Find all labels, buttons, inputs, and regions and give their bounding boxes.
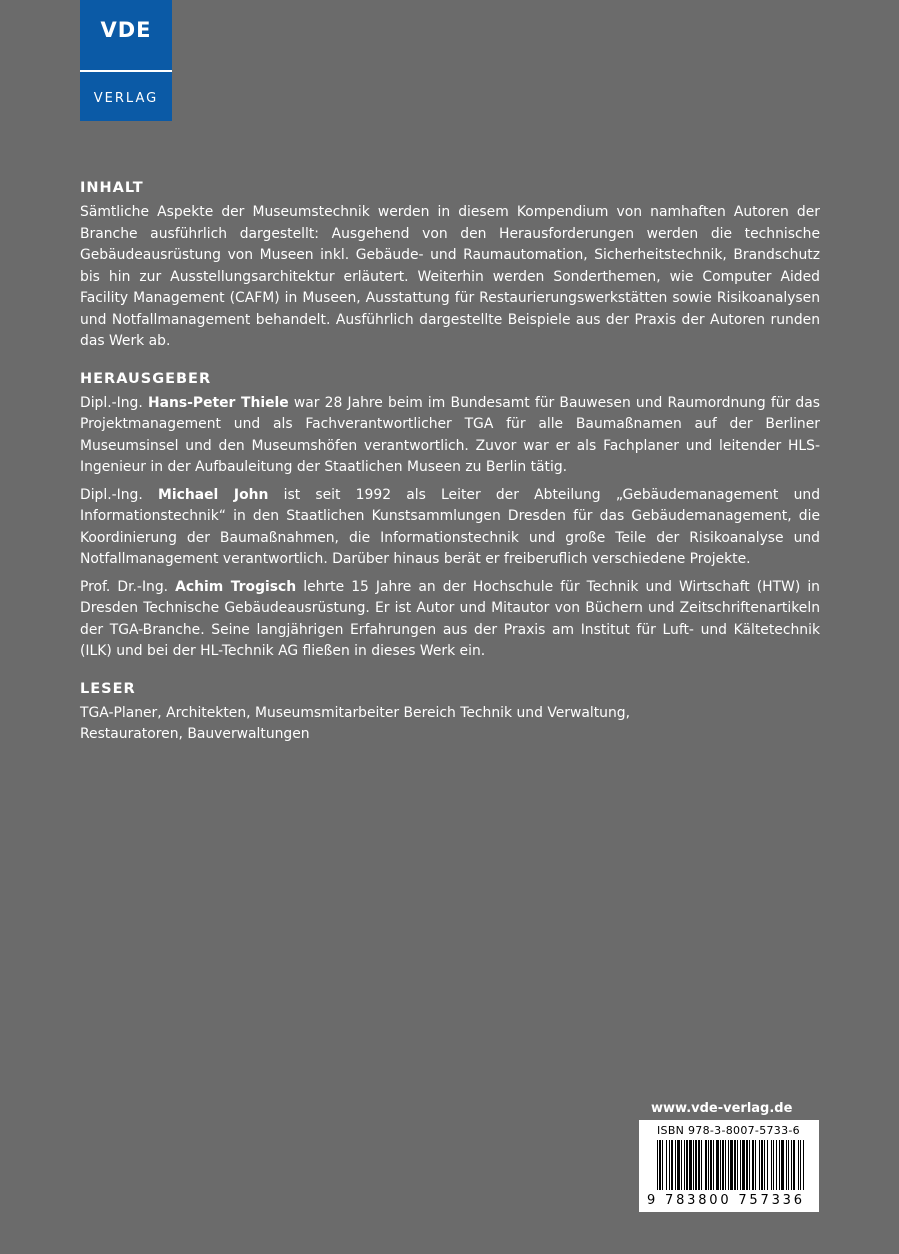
section-herausgeber [80,371,820,663]
barcode-bar [681,1140,682,1190]
barcode-bar [776,1140,777,1190]
editor-name: Michael John [158,486,269,503]
barcode-bar [722,1140,724,1190]
barcode-bar [759,1140,760,1190]
barcode-bar [730,1140,733,1190]
leser-heading: LESER [80,680,136,697]
barcode-bar [746,1140,748,1190]
barcode-bar [675,1140,676,1190]
isbn-number: ISBN 978-3-8007-5733-6 [657,1124,800,1137]
editor-title: Dipl.-Ing. [80,394,143,411]
editor-name: Hans-Peter Thiele [147,394,289,411]
editor-bio-text: war 28 Jahre beim im Bundesamt für Bauwesen und Raumordnung für das Projektmanagement und als Fachverantwortlicher TGA für alle Baumaßnamen auf der Berliner Museumsinsel und den Museumshöfen verantwortlich. Zuvor war er als Fachplaner und leitender HLS-Ingenieur in der Aufbauleitung der Staatlichen Museen zu Berlin tätig. [80,394,820,475]
barcode-bar [701,1140,702,1190]
barcode-bar [798,1140,799,1190]
barcode-bar [764,1140,765,1190]
barcode-bar [666,1140,667,1190]
barcode-bar [728,1140,729,1190]
barcode-bar [791,1140,792,1190]
inhalt-text: Sämtliche Aspekte der Museumstechnik werden in diesem Kompendium von namhaften Autoren der Branche ausführlich dargestellt: Ausgehend von den Herausforderungen werden die technische Gebäudeausrüstung von Museen inkl. Gebäude- und Raumautomation, Sicherheitstechnik, Brandschutz bis hin zur Ausstellungsarchitektur erläutert. Weiterhin werden Sonderthemen, wie Computer Aided Facility Management (CAFM) in Museen, Ausstattung für Restaurierungswerkstätten sowie Risikoanalysen und Notfallmanagement behandelt. Ausführlich dargestellte Beispiele aus der Praxis der Autoren runden das Werk ab. [80,204,820,349]
inhalt-heading: INHALT [80,180,144,196]
ean-digits: 9 783800 757336 [647,1193,805,1208]
barcode-bar [742,1140,745,1190]
barcode-bar [781,1140,784,1190]
editor-bio [80,485,820,571]
vde-verlag-logo [80,0,172,121]
leser-text: TGA-Planer, Architekten, Museumsmitarbeiter Bereich Technik und Verwaltung, Restauratoren, Bauverwaltungen [80,704,631,742]
logo-divider [80,70,172,72]
editor-name: Achim Trogisch [175,578,297,595]
herausgeber-heading: HERAUSGEBER [80,370,212,387]
barcode-bar [662,1140,663,1190]
barcode-bar [761,1140,763,1190]
back-cover-content [80,180,820,764]
logo-vde-text: VDE [100,18,152,42]
logo-verlag-text: VERLAG [93,91,159,106]
barcode-bar [671,1140,673,1190]
barcode-bar [786,1140,787,1190]
editor-bio-text: ist seit 1992 als Leiter der Abteilung „Gebäudemanagement und Informationstechnik“ in den Staatlichen Kunstsammlungen Dresden für das Gebäudemanagement, die Koordinierung der Baumaßnahmen, die Informationstechnik und große Teile der Risikoanalyse und Notfallmanagement verantwortlich. Darüber hinaus berät er freiberuflich verschiedene Projekte. [80,486,821,567]
barcode-bar [713,1140,714,1190]
barcode-bar [720,1140,721,1190]
barcode-bar [767,1140,768,1190]
barcode-bar [800,1140,801,1190]
barcode-bar [737,1140,738,1190]
barcode-bar [716,1140,719,1190]
barcode-bar [749,1140,750,1190]
barcode-bar [669,1140,670,1190]
barcode-bar [773,1140,774,1190]
barcode-bar [788,1140,789,1190]
barcode-bar [657,1140,658,1190]
editor-title: Dipl.-Ing. [80,486,143,503]
barcode-bar [698,1140,700,1190]
barcode-bar [695,1140,697,1190]
section-inhalt [80,180,820,353]
barcode-bar [710,1140,712,1190]
publisher-website: www.vde-verlag.de [651,1101,793,1116]
barcode-bar [740,1140,741,1190]
barcode-bar [734,1140,736,1190]
editor-title: Prof. Dr.-Ing. [80,578,169,595]
barcode-bar [693,1140,694,1190]
barcode-bar [659,1140,661,1190]
editor-bio-text: lehrte 15 Jahre an der Hochschule für Technik und Wirtschaft (HTW) in Dresden Technische Gebäudeausrüstung. Er ist Autor und Mitautor von Büchern und Zeitschriftenartikeln der TGA-Branche. Seine langjährigen Erfahrungen aus der Praxis am Institut für Luft- und Kältetechnik (ILK) und bei der HL-Technik AG fließen in dieses Werk ein. [80,578,820,659]
barcode-bar [684,1140,685,1190]
barcode-bar [708,1140,709,1190]
barcode-bar [677,1140,680,1190]
barcode-bar [771,1140,772,1190]
section-leser [80,681,820,746]
barcode-bar [755,1140,756,1190]
barcode-bar [779,1140,780,1190]
barcode-bar [689,1140,692,1190]
barcode-bar [752,1140,754,1190]
editor-bio [80,577,820,663]
barcode-bar [725,1140,726,1190]
editor-bio [80,393,820,479]
barcode-bar [803,1140,804,1190]
barcode-bar [705,1140,707,1190]
barcode-bar [686,1140,688,1190]
barcode-bar [793,1140,795,1190]
isbn-barcode [639,1120,819,1212]
